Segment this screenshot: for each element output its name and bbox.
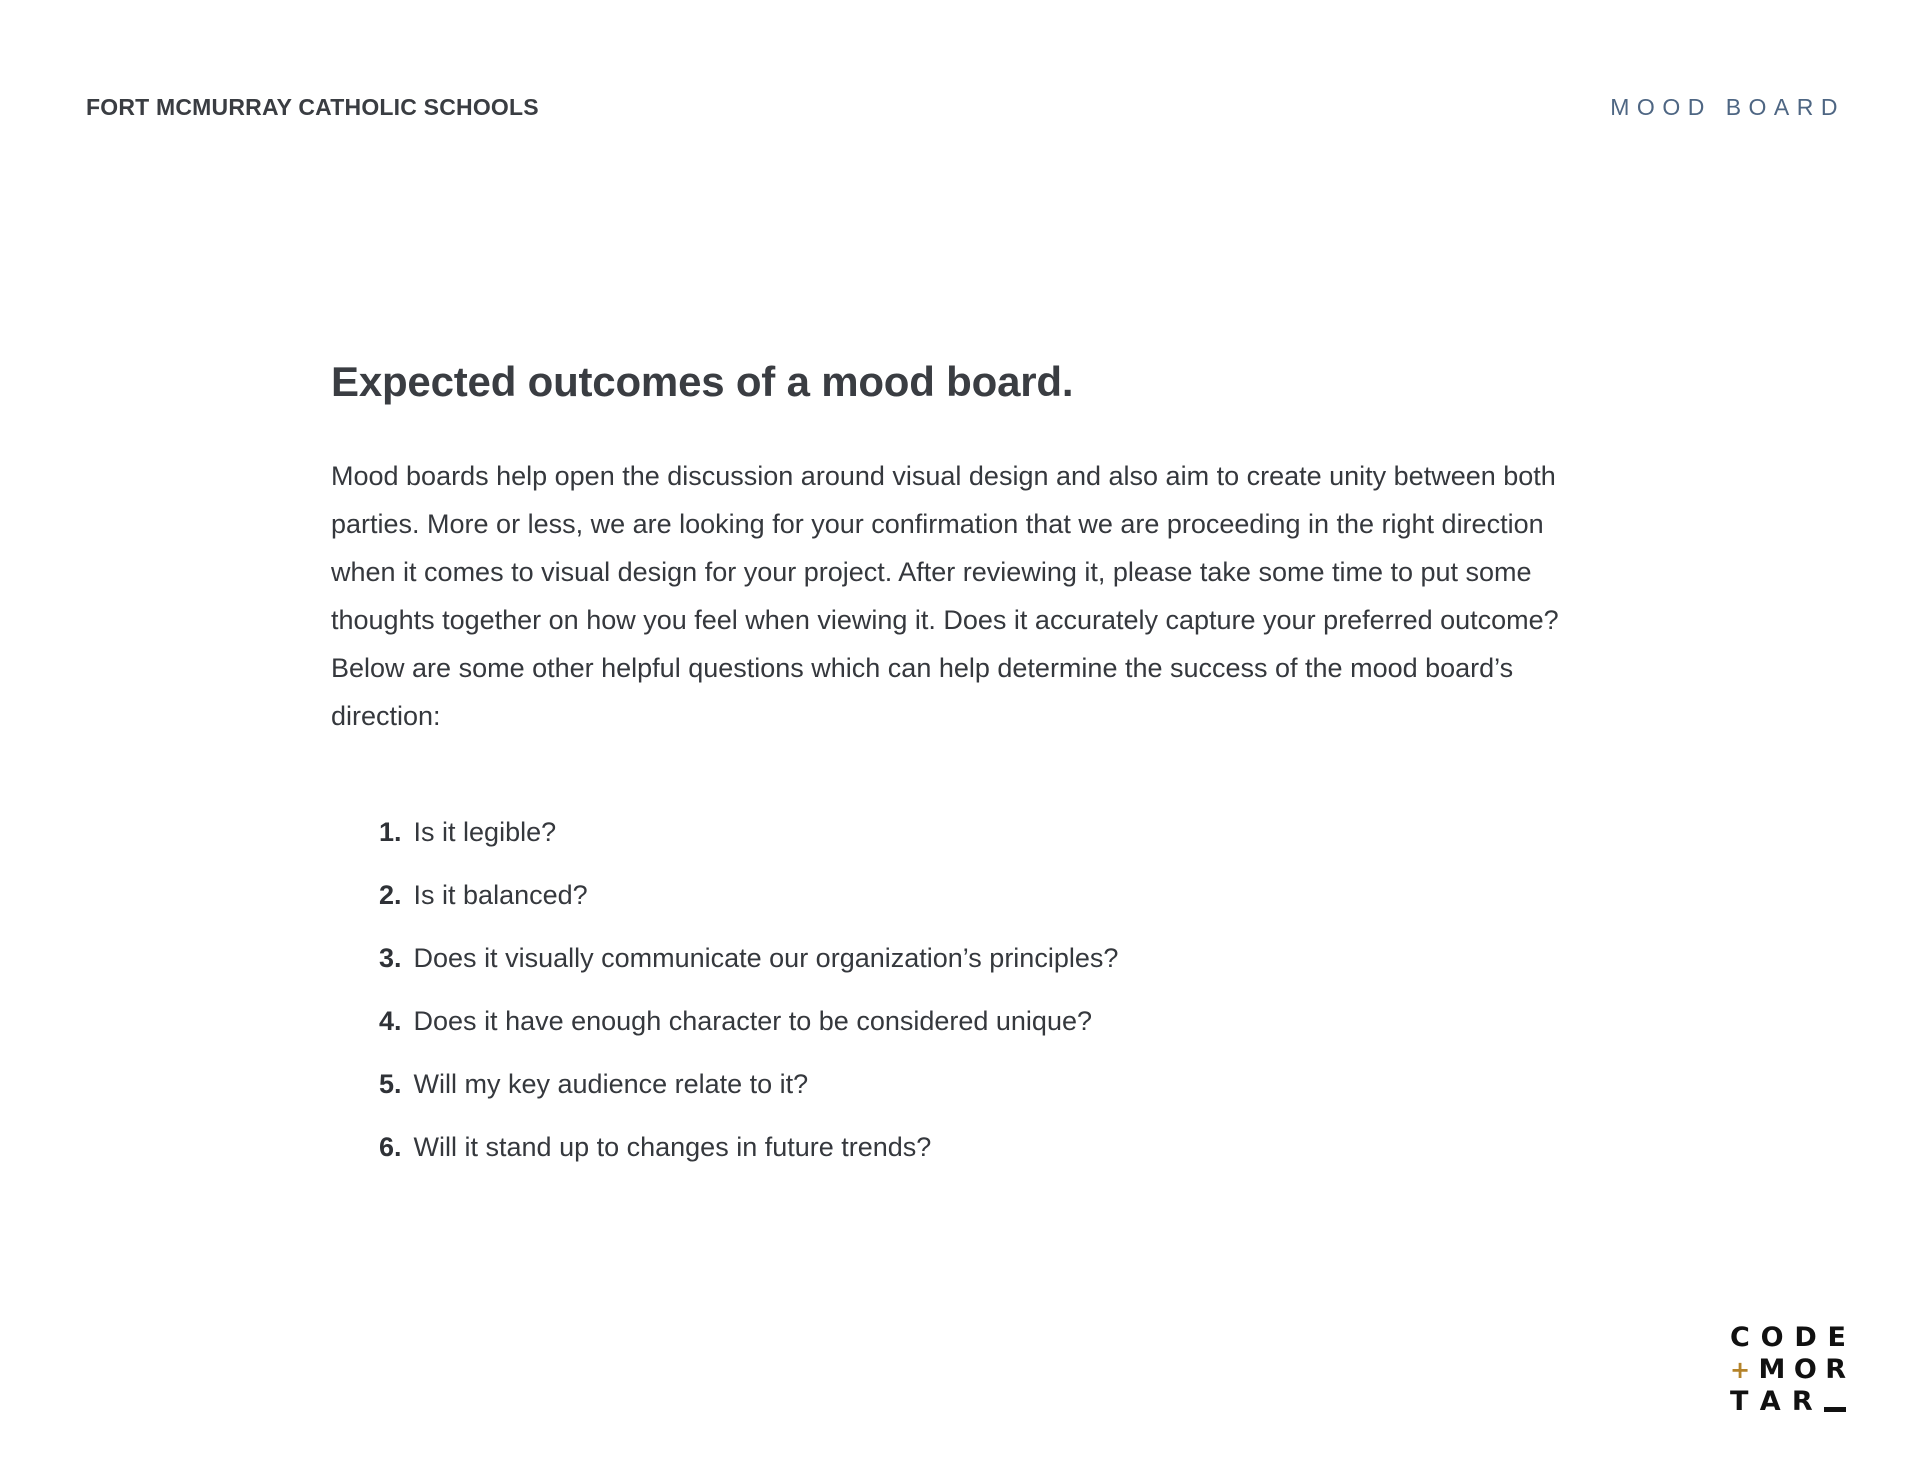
logo-letter: T (1730, 1386, 1749, 1417)
question-number: 5. (379, 1069, 402, 1099)
question-text: Will my key audience relate to it? (413, 1069, 809, 1099)
question-number: 2. (379, 880, 402, 910)
logo-letter: O (1760, 1322, 1784, 1353)
plus-icon: + (1730, 1356, 1751, 1384)
questions-list (379, 814, 1611, 1192)
logo-letter: O (1793, 1354, 1817, 1385)
logo-row-3 (1730, 1386, 1846, 1418)
organization-name: FORT MCMURRAY CATHOLIC SCHOOLS (86, 94, 539, 120)
logo-letter: R (1791, 1386, 1813, 1417)
question-number: 4. (379, 1006, 402, 1036)
question-number: 1. (379, 817, 402, 847)
logo-letter: C (1730, 1322, 1750, 1353)
question-item (379, 1003, 1611, 1066)
logo-row-1 (1730, 1322, 1846, 1354)
question-item (379, 940, 1611, 1003)
logo-underscore-mark (1824, 1407, 1846, 1412)
page-title: Expected outcomes of a mood board. (331, 358, 1074, 405)
question-number: 3. (379, 943, 402, 973)
logo-letter: A (1759, 1386, 1781, 1417)
logo-letter: E (1827, 1322, 1846, 1353)
logo-letter: R (1825, 1354, 1846, 1385)
question-text: Is it balanced? (413, 880, 588, 910)
main-content (331, 356, 1611, 1192)
question-item (379, 1129, 1611, 1192)
question-item (379, 877, 1611, 940)
question-item (379, 814, 1611, 877)
logo-letter: D (1794, 1322, 1817, 1353)
document-label: MOOD BOARD (1610, 94, 1845, 120)
question-text: Does it have enough character to be considered unique? (413, 1006, 1092, 1036)
logo-row-2 (1730, 1354, 1846, 1386)
logo-letter: M (1758, 1354, 1786, 1385)
code-mortar-logo (1730, 1322, 1846, 1418)
question-number: 6. (379, 1132, 402, 1162)
intro-paragraph: Mood boards help open the discussion around visual design and also aim to create unity between both parties. More or less, we are looking for your confirmation that we are proceeding in the right direction when it comes to visual design for your project. After reviewing it, please take some time to put some thoughts together on how you feel when viewing it. Does it accurately capture your preferred outcome? Below are some other helpful questions which can help determine the success of the mood board’s direction: (331, 461, 1559, 731)
question-text: Is it legible? (413, 817, 557, 847)
question-item (379, 1066, 1611, 1129)
question-text: Does it visually communicate our organization’s principles? (413, 943, 1119, 973)
question-text: Will it stand up to changes in future trends? (413, 1132, 932, 1162)
